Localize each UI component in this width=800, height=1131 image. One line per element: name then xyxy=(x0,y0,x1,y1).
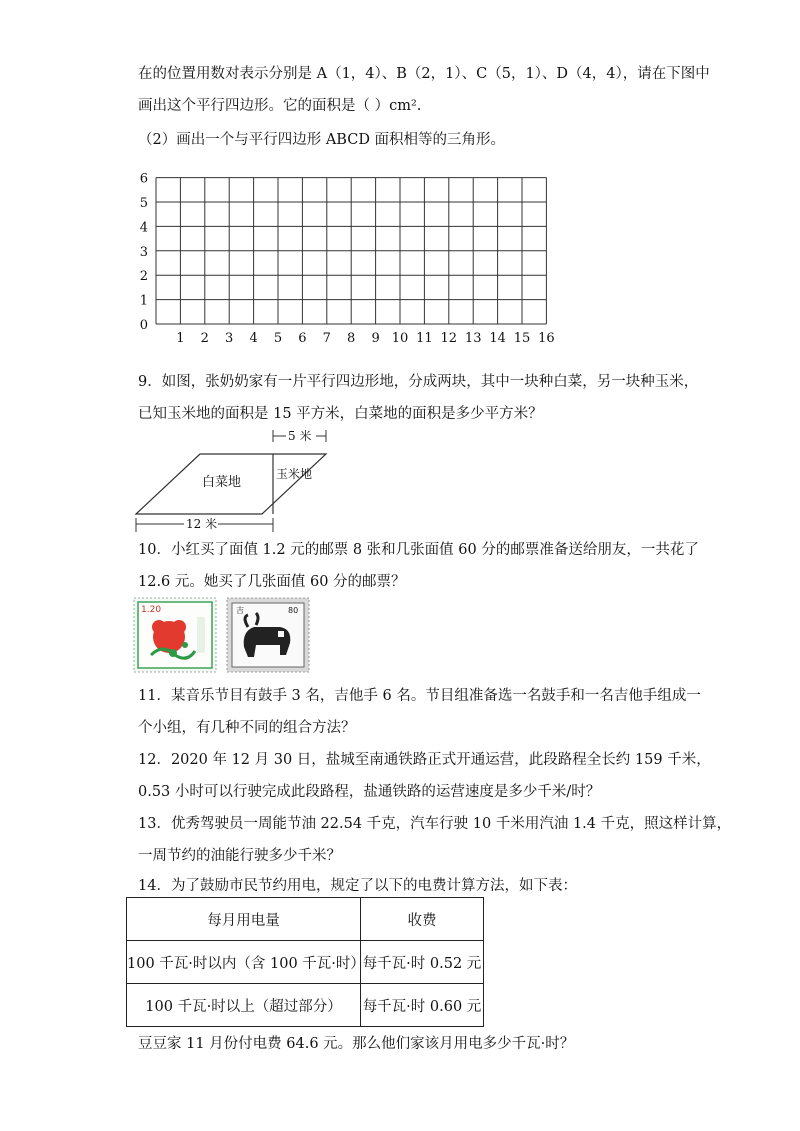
x-tick-label: 10 xyxy=(391,331,409,346)
x-tick-label: 16 xyxy=(538,331,555,346)
table-cell: 100 千瓦·时以内（含 100 千瓦·时） xyxy=(127,941,361,984)
fee-table xyxy=(126,897,484,1027)
stamp2-value: 80 xyxy=(288,606,299,615)
table-cell: 每千瓦·时 0.52 元 xyxy=(361,941,484,984)
x-tick-label: 1 xyxy=(176,331,185,346)
table-header-cell: 每月用电量 xyxy=(127,898,361,941)
svg-text:吉: 吉 xyxy=(236,606,244,615)
q14-line-1: 14．为了鼓励市民节约用电，规定了以下的电费计算方法，如下表： xyxy=(138,878,577,894)
stamp1-value: 1.20 xyxy=(141,605,162,615)
stamp-rat-image xyxy=(133,597,217,673)
y-tick-label: 1 xyxy=(139,293,148,309)
x-tick-label: 9 xyxy=(371,331,380,346)
q11-line-2: 个小组，有几种不同的组合方法？ xyxy=(138,720,356,736)
table-row xyxy=(127,941,484,984)
table-header-row xyxy=(127,898,484,941)
x-tick-label: 6 xyxy=(298,331,307,346)
coordinate-grid xyxy=(138,170,558,350)
x-tick-label: 5 xyxy=(273,331,283,346)
bottom-dimension-label: 12 米 xyxy=(186,517,218,531)
y-tick-label: 0 xyxy=(139,318,148,333)
y-tick-label: 6 xyxy=(139,171,148,187)
y-tick-label: 2 xyxy=(139,269,148,285)
q9-line-2: 已知玉米地的面积是 15 平方米，白菜地的面积是多少平方米？ xyxy=(138,406,543,422)
q8-line-1: 在的位置用数对表示分别是 A（1，4）、B（2，1）、C（5，1）、D（4，4），请在下图中 xyxy=(138,66,710,82)
q11-line-1: 11．某音乐节目有鼓手 3 名，吉他手 6 名。节目组准备选一名鼓手和一名吉他手组成一 xyxy=(138,688,701,704)
q14-after-text: 豆豆家 11 月份付电费 64.6 元。那么他们家该月用电多少千瓦·时？ xyxy=(138,1036,575,1052)
x-tick-label: 15 xyxy=(513,331,531,346)
q8-line-3: （2）画出一个与平行四边形 ABCD 面积相等的三角形。 xyxy=(138,132,506,148)
x-tick-label: 8 xyxy=(347,331,356,346)
y-tick-label: 4 xyxy=(139,220,148,236)
x-tick-label: 12 xyxy=(440,331,458,346)
table-cell: 100 千瓦·时以上（超过部分） xyxy=(127,984,361,1027)
q10-line-1: 10．小红买了面值 1.2 元的邮票 8 张和几张面值 60 分的邮票准备送给朋友，一共花了 xyxy=(138,542,699,558)
q9-line-1: 9．如图，张奶奶家有一片平行四边形地，分成两块，其中一块种白菜，另一块种玉米， xyxy=(138,374,699,390)
q13-line-1: 13．优秀驾驶员一周能节油 22.54 千克，汽车行驶 10 千米用汽油 1.4 千克，照这样计算， xyxy=(138,816,732,832)
x-tick-label: 7 xyxy=(322,331,331,346)
x-tick-label: 2 xyxy=(200,331,209,346)
y-tick-label: 3 xyxy=(139,244,148,260)
corn-field-label: 玉米地 xyxy=(276,467,313,481)
q10-line-2: 12.6 元。她买了几张面值 60 分的邮票？ xyxy=(138,574,406,590)
q8-line-2: 画出这个平行四边形。它的面积是（ ）cm². xyxy=(138,98,422,114)
parallelogram-figure xyxy=(128,424,348,536)
table-header-cell: 收费 xyxy=(361,898,484,941)
x-tick-label: 3 xyxy=(225,331,234,346)
y-tick-label: 5 xyxy=(139,196,148,211)
x-tick-label: 11 xyxy=(416,331,433,346)
cabbage-field-label: 白菜地 xyxy=(202,475,242,490)
stamp-ox-image xyxy=(226,597,310,673)
x-tick-label: 4 xyxy=(249,331,258,346)
q13-line-2: 一周节约的油能行驶多少千米？ xyxy=(138,848,341,864)
top-dimension-label: 5 米 xyxy=(288,429,312,443)
q12-line-1: 12．2020 年 12 月 30 日，盐城至南通铁路正式开通运营，此段路程全长约 159 千米， xyxy=(138,752,711,768)
table-cell: 每千瓦·时 0.60 元 xyxy=(361,984,484,1027)
table-row xyxy=(127,984,484,1027)
x-tick-label: 13 xyxy=(464,331,482,346)
q12-line-2: 0.53 小时可以行驶完成此段路程，盐通铁路的运营速度是多少千米/时？ xyxy=(138,784,601,800)
x-tick-label: 14 xyxy=(489,331,506,346)
